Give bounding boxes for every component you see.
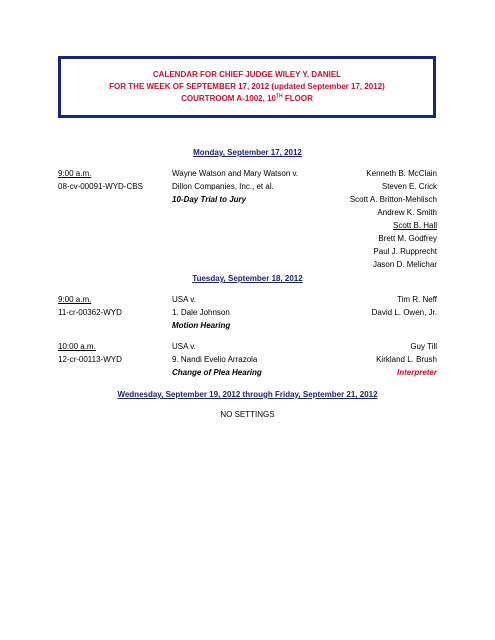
day-heading-monday: Monday, September 17, 2012 [193, 148, 302, 157]
counsel-name: Kirkland L. Brush [376, 355, 437, 364]
case-type: Motion Hearing [172, 321, 231, 330]
case-time: 9:00 a.m. [58, 295, 92, 304]
case-party: Dillon Companies, Inc., et al. [172, 182, 274, 191]
case-party: Wayne Watson and Mary Watson v. [172, 169, 299, 178]
counsel-name: Brett M. Godfrey [378, 234, 437, 243]
header-courtroom: COURTROOM A-1002, 10TH FLOOR [181, 93, 313, 103]
counsel-name: Jason D. Melichar [372, 260, 437, 269]
day-heading-wed-fri: Wednesday, September 19, 2012 through Friday, September 21, 2012 [117, 390, 378, 399]
case-party: USA v. [172, 342, 196, 351]
counsel-name: Steven E. Crick [381, 182, 437, 191]
no-settings-text: NO SETTINGS [220, 410, 275, 419]
calendar-header-box [58, 56, 436, 118]
counsel-name: Andrew K. Smith [377, 208, 437, 217]
counsel-name: Guy Till [410, 342, 437, 351]
counsel-name: Scott A. Britton-Mehlisch [349, 195, 437, 204]
counsel-name: Scott B. Hall [392, 221, 437, 230]
header-week: FOR THE WEEK OF SEPTEMBER 17, 2012 (updated September 17, 2012) [109, 82, 385, 91]
case-number: 11-cr-00362-WYD [58, 308, 122, 317]
case-time: 9:00 a.m. [58, 169, 92, 178]
case-party: 9. Nandi Evelio Arrazola [172, 355, 258, 364]
counsel-name: Tim R. Neff [396, 295, 437, 304]
counsel-name: David L. Owen, Jr. [371, 308, 437, 317]
case-number: 08-cv-00091-WYD-CBS [58, 182, 143, 191]
case-party: 1. Dale Johnson [172, 308, 230, 317]
case-party: USA v. [172, 295, 196, 304]
case-type: 10-Day Trial to Jury [172, 195, 247, 204]
case-number: 12-cr-00113-WYD [58, 355, 122, 364]
counsel-name: Kenneth B. McClain [366, 169, 437, 178]
day-heading-tuesday: Tuesday, September 18, 2012 [192, 274, 303, 283]
case-time: 10:00 a.m. [58, 342, 96, 351]
counsel-name: Paul J. Rupprecht [373, 247, 437, 256]
case-type: Change of Plea Hearing [172, 368, 262, 377]
header-title: CALENDAR FOR CHIEF JUDGE WILEY Y. DANIEL [152, 70, 342, 79]
interpreter-note: Interpreter [396, 368, 437, 377]
